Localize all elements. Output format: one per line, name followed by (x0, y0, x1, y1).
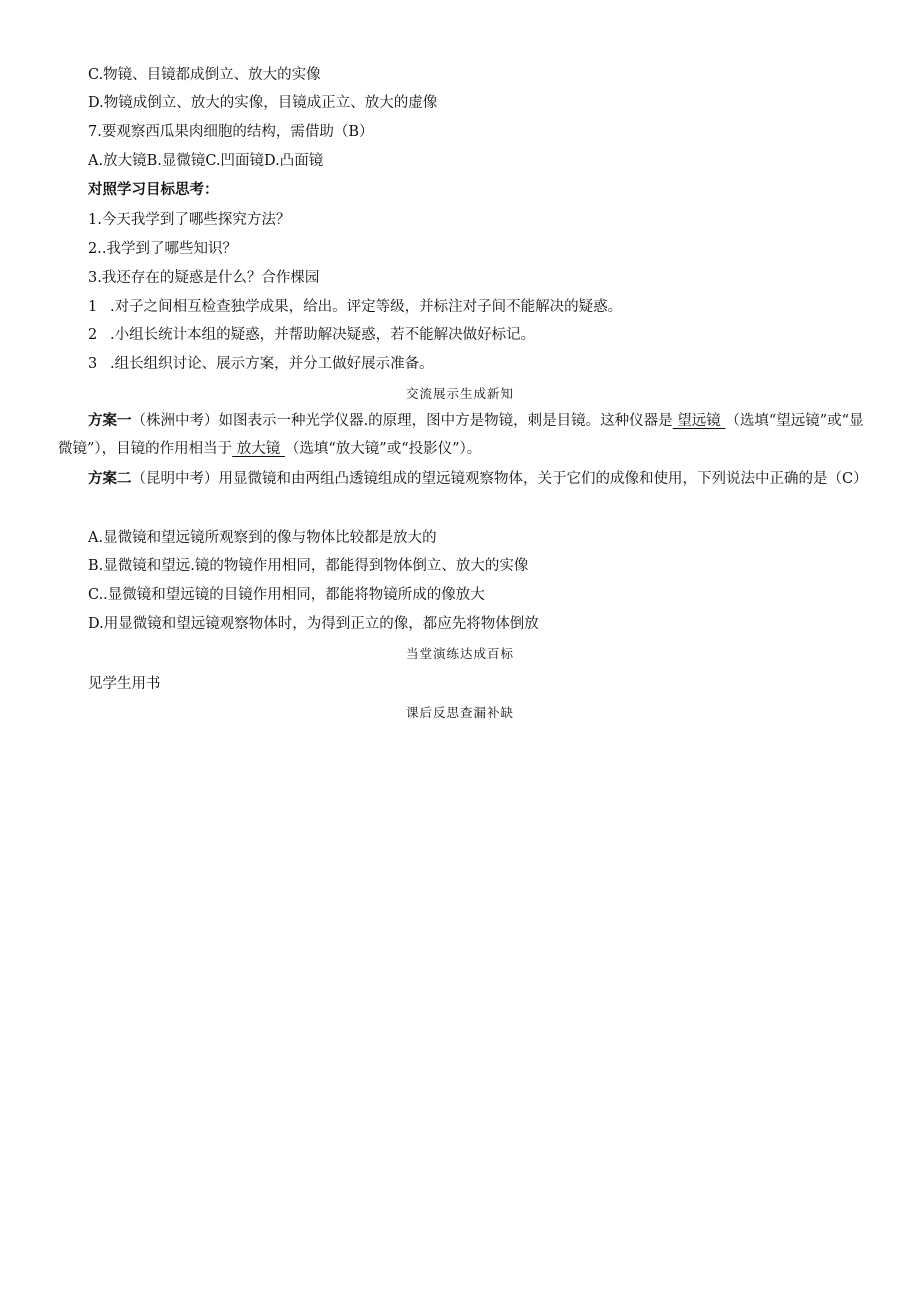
plan-2-label: 方案二 (88, 470, 132, 487)
step-2 (88, 326, 535, 344)
plan-1-answer-2: 放大镜 (232, 441, 285, 457)
see-student-book: 见学生用书 (88, 676, 161, 692)
question-7-options: A.放大镜B.显微镜C.凹面镜D.凸面镜 (88, 153, 324, 169)
reflection-item-1: 1.今天我学到了哪些探究方法？ (88, 212, 291, 228)
plan-2-option-c: C..显微镜和望远镜的目镜作用相同，都能将物镜所成的像放大 (88, 587, 485, 603)
step-number: 1 (88, 299, 98, 315)
plan-2-option-d: D.用显微镜和望远镜观察物体时，为得到正立的像，都应先将物体倒放 (88, 616, 539, 632)
option-c-line: C.物镜、目镜都成倒立、放大的实像 (88, 67, 321, 83)
section-heading-exchange: 交流展示生成新知 (405, 386, 514, 401)
section-heading-practice: 当堂演练达成百标 (405, 646, 514, 661)
plan-2-paragraph: 方案二（昆明中考）用显微镜和由两组凸透镜组成的望远镜观察物体，关于它们的成像和使用，下列说法中正确的是（C） (88, 470, 868, 487)
section-heading-reflection: 课后反思查漏补缺 (405, 705, 514, 720)
step-number: 3 (88, 356, 98, 372)
step-text: .组长组织讨论、展示方案，并分工做好展示准备。 (110, 356, 434, 372)
step-text: .小组长统计本组的疑惑，并帮助解决疑惑，若不能解决做好标记。 (110, 327, 536, 343)
reflection-item-3: 3.我还存在的疑惑是什么？合作棵园 (88, 270, 320, 286)
plan-2-option-b: B.显微镜和望远.镜的物镜作用相同，都能得到物体倒立、放大的实像 (88, 558, 529, 574)
reflection-item-2: 2..我学到了哪些知识？ (88, 241, 237, 257)
step-3 (88, 355, 434, 373)
reflection-heading: 对照学习目标思考： (88, 181, 219, 198)
step-text: .对子之间相互检查独学成果，给出。评定等级，并标注对子间不能解决的疑惑。 (110, 299, 623, 315)
option-d-line: D.物镜成倒立、放大的实像，目镜成正立、放大的虚像 (88, 95, 438, 111)
plan-1-paragraph: 方案一（株洲中考）如图表示一种光学仪器.的原理，图中方是物镜，刺是目镜。这种仪器是 望远镜 （选填“望远镜”或“显微镜”），目镜的作用相当于 放大镜 （选填“放大镜”或“投影仪”）。 (58, 412, 864, 457)
question-7: 7.要观察西瓜果肉细胞的结构，需借助（B） (88, 124, 374, 140)
step-1 (88, 298, 622, 316)
plan-1-answer-1: 望远镜 (672, 413, 726, 429)
plan-1-label: 方案一 (88, 412, 132, 429)
plan-2-option-a: A.显微镜和望远镜所观察到的像与物体比较都是放大的 (88, 530, 437, 546)
step-number: 2 (88, 327, 98, 343)
